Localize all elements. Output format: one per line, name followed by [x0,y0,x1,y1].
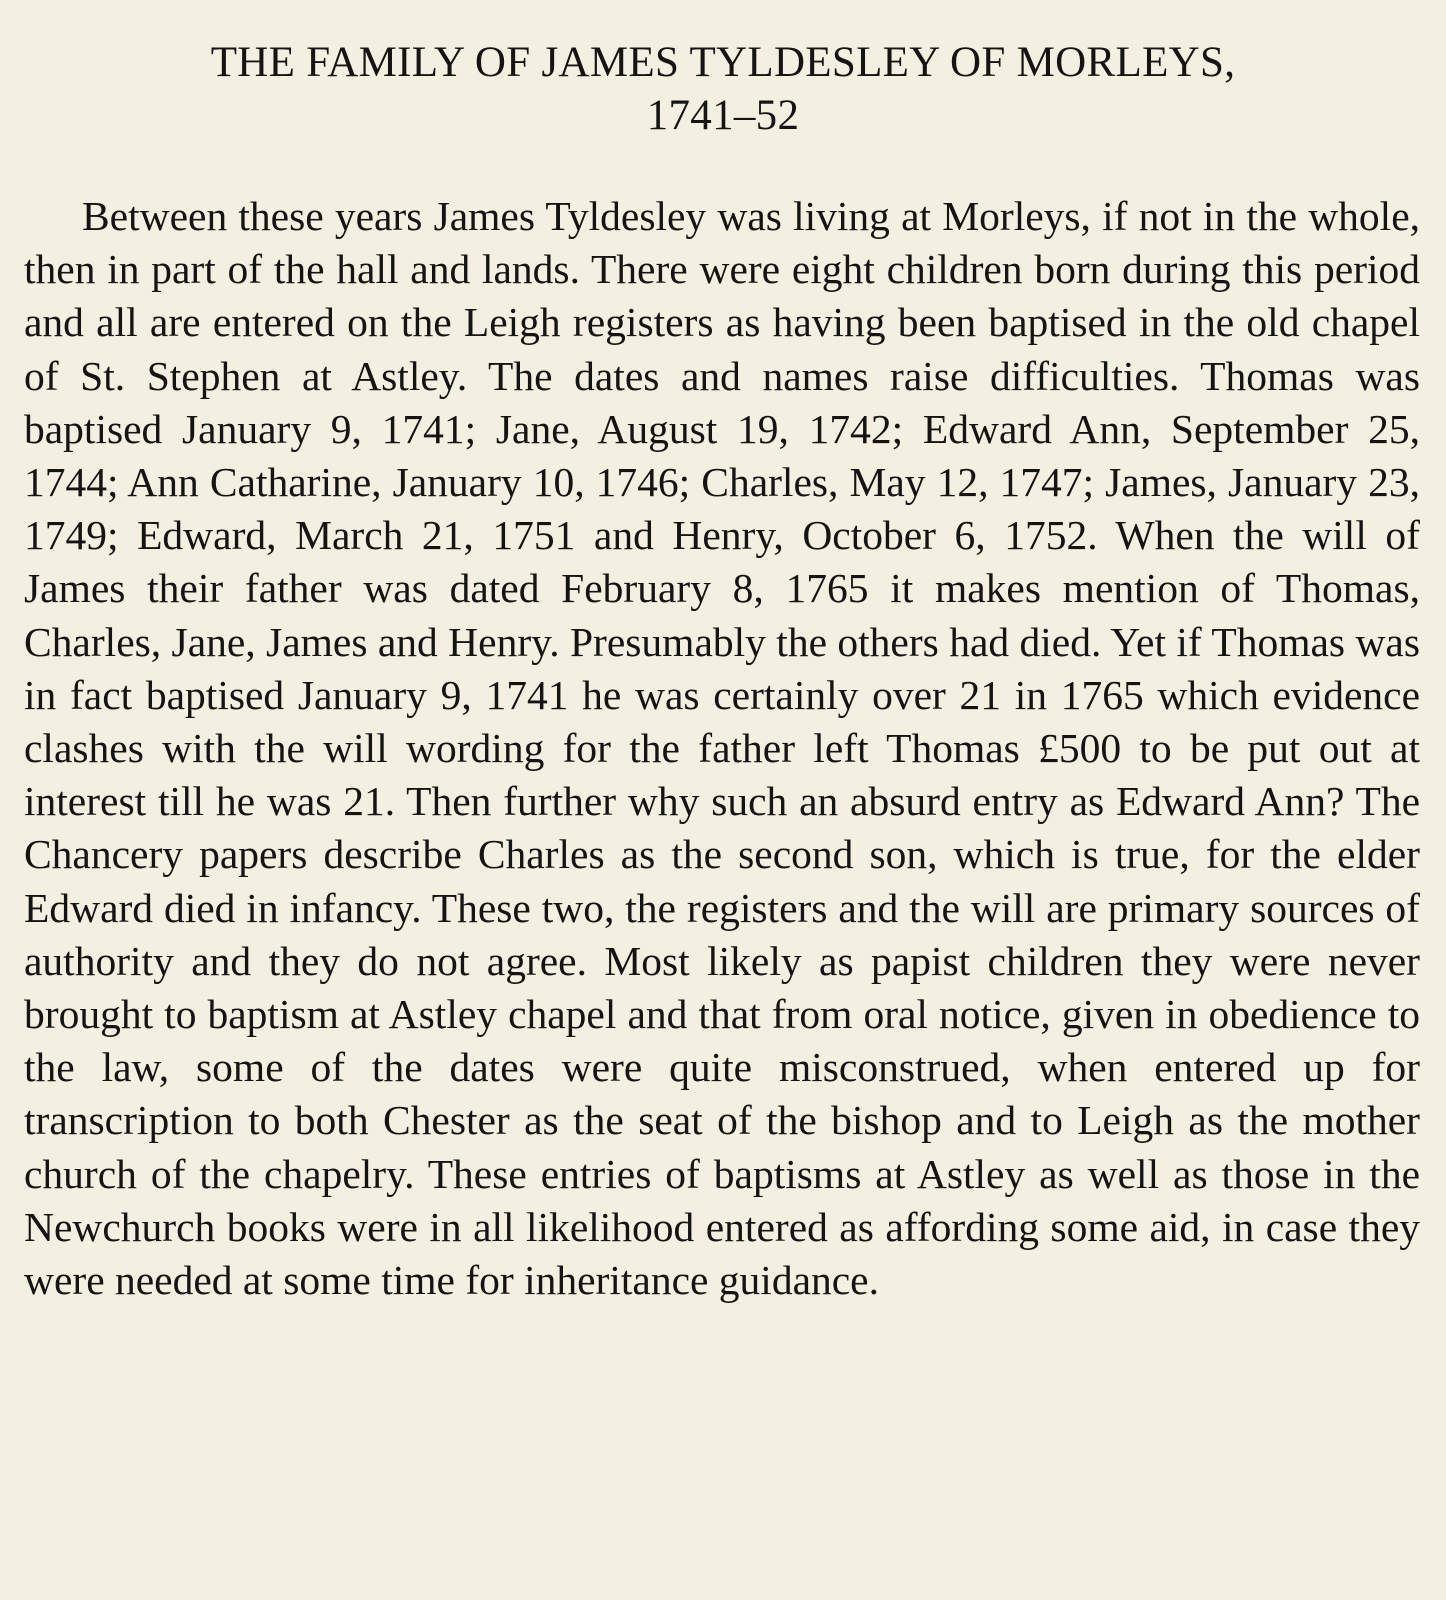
body-paragraph: Between these years James Tyldesley was living at Morleys, if not in the whole, then in part of the hall and lands. There were eight children born during this period and all are entered on the Leigh registers as having been baptised in the old chapel of St. Stephen at Astley. The dates and names raise difficulties. Thomas was baptised January 9, 1741; Jane, August 19, 1742; Edward Ann, September 25, 1744; Ann Catharine, January 10, 1746; Charles, May 12, 1747; James, January 23, 1749; Edward, March 21, 1751 and Henry, October 6, 1752. When the will of James their father was dated February 8, 1765 it makes mention of Thomas, Charles, Jane, James and Henry. Presumably the others had died. Yet if Thomas was in fact baptised January 9, 1741 he was certainly over 21 in 1765 which evidence clashes with the will wording for the father left Thomas £500 to be put out at interest till he was 21. Then further why such an absurd entry as Edward Ann? The Chancery papers describe Charles as the second son, which is true, for the elder Edward died in infancy. These two, the registers and the will are primary sources of authority and they do not agree. Most likely as papist children they were never brought to baptism at Astley chapel and that from oral notice, given in obedience to the law, some of the dates were quite misconstrued, when entered up for transcription to both Chester as the seat of the bishop and to Leigh as the mother church of the chapelry. These entries of baptisms at Astley as well as those in the Newchurch books were in all likelihood entered as affording some aid, in case they were needed at some time for inheritance guidance. [24,193,1420,1304]
chapter-date-range: 1741–52 [646,92,800,139]
chapter-title: THE FAMILY OF JAMES TYLDESLEY OF MORLEYS, [210,39,1236,86]
